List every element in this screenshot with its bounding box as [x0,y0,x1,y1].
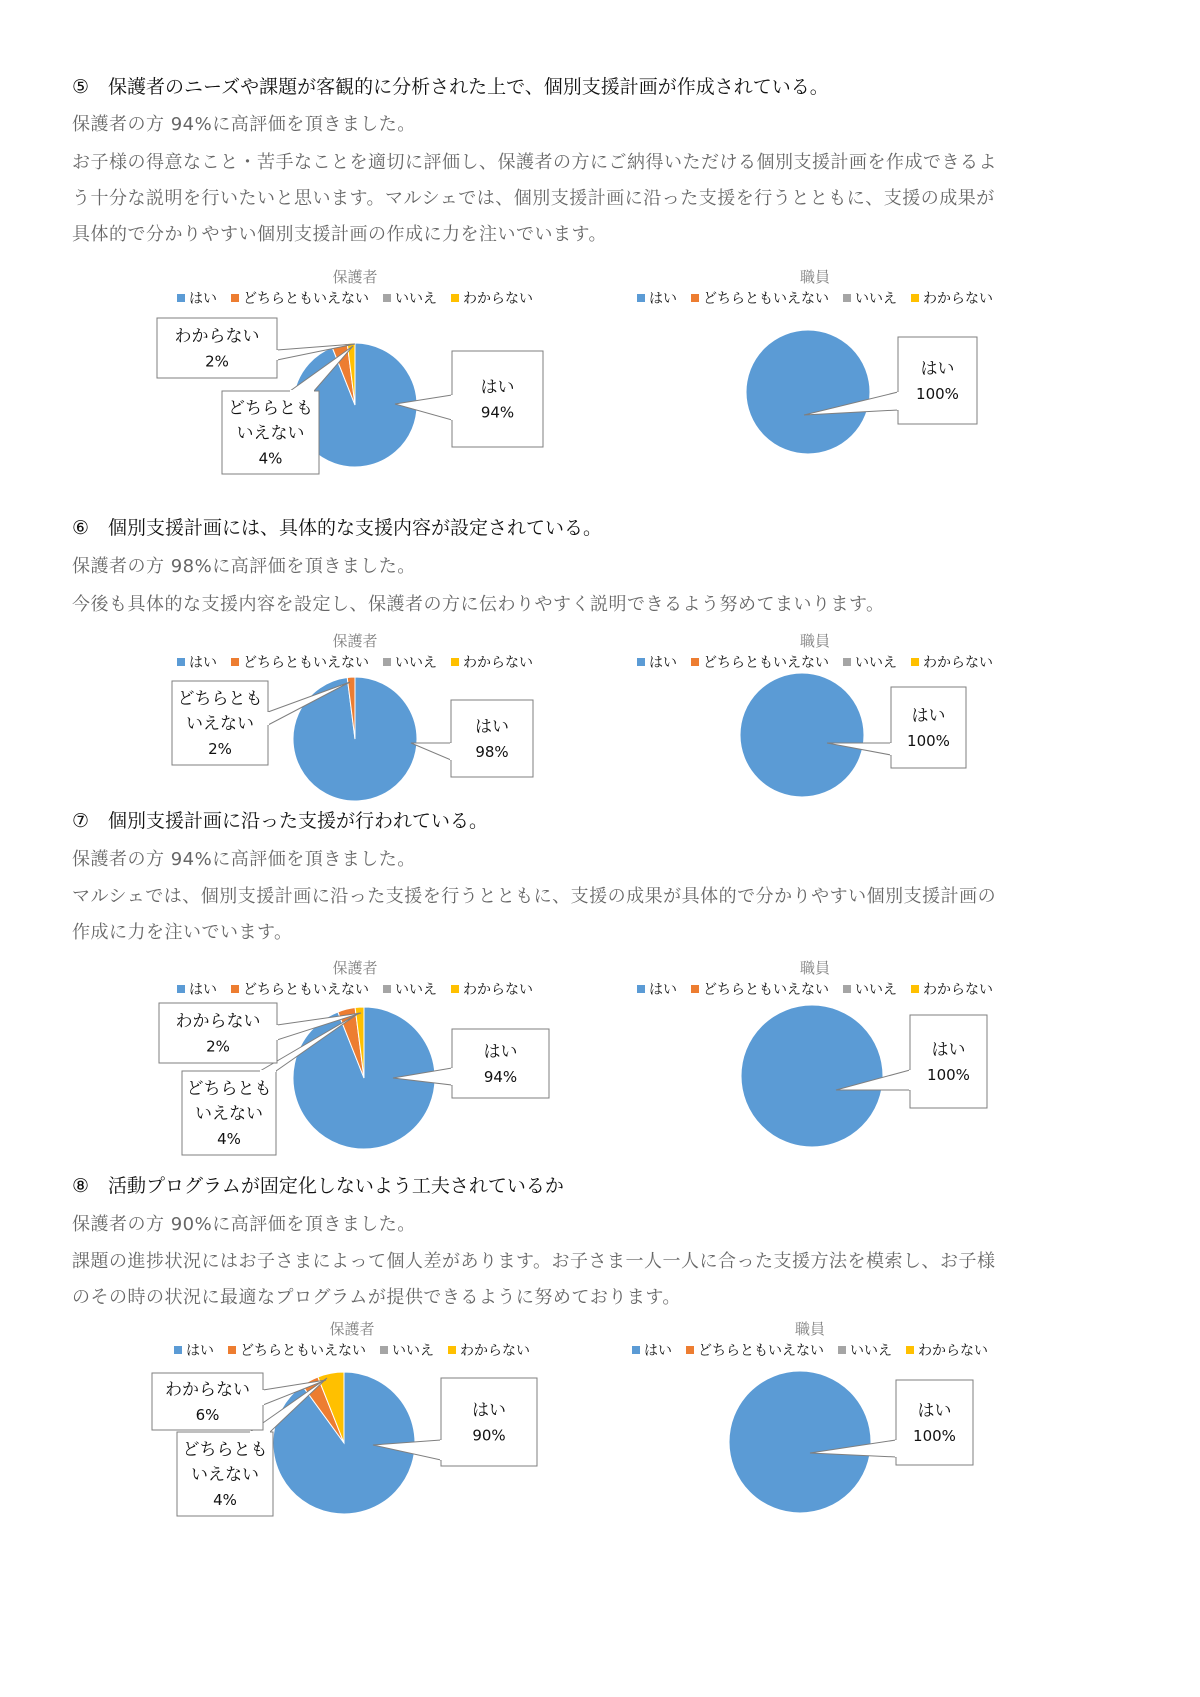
legend-label: わからない [463,291,533,307]
legend-label: どちらともいえない [243,655,369,671]
callout-pointer [411,743,451,760]
section-body-text: マルシェでは、個別支援計画に沿った支援を行うとともに、支援の成果が具体的で分かりやすい個別支援計画の [72,886,997,907]
section-body-text: 課題の進捗状況にはお子さまによって個人差があります。お子さま一人一人に合った支援方法を模索し、お子様 [72,1251,996,1272]
legend-label: はい [649,655,677,671]
legend-label: どちらともいえない [698,1343,824,1359]
callout-percentage: 4% [213,1491,237,1509]
callout-label: どちらとも [182,1440,268,1460]
legend-label: はい [186,1343,214,1359]
section-body-text: 具体的で分かりやすい個別支援計画の作成に力を注いでいます。 [72,224,608,245]
pie-slice-yes [746,330,870,454]
section-title: ⑧ 活動プログラムが固定化しないよう工夫されているか [72,1175,564,1197]
legend-label: はい [189,291,217,307]
callout-box [896,1380,973,1465]
legend-label: わからない [918,1343,988,1359]
section-body-text: う十分な説明を行いたいと思います。マルシェでは、個別支援計画に沿った支援を行うとともに、支援の成果が [72,188,995,209]
callout-label: はい [472,1400,506,1421]
callout-box [891,687,966,768]
callout-label: いえない [195,1104,263,1124]
section-title: ⑦ 個別支援計画に沿った支援が行われている。 [72,810,489,832]
section-rating-summary: 保護者の方 94%に高評価を頂きました。 [72,849,416,870]
legend-label: どちらともいえない [243,291,369,307]
section-body-text: 今後も具体的な支援内容を設定し、保護者の方に伝わりやすく説明できるよう努めてまいります。 [72,594,885,615]
callout-box [452,1029,549,1098]
chart-title: 職員 [794,1320,825,1338]
section-body-text: のその時の状況に最適なプログラムが提供できるように努めております。 [72,1287,681,1308]
callout-percentage: 94% [483,1068,518,1086]
legend-label: わからない [463,982,533,998]
legend-label: わからない [923,655,993,671]
callout-label: いえない [191,1465,259,1485]
callout-label: いえない [186,714,254,734]
callout-percentage: 100% [913,1427,956,1445]
pie-slice-yes [740,673,864,797]
legend-label: いいえ [395,291,437,307]
callout-percentage: 2% [208,740,232,758]
chart-title: 保護者 [332,959,378,977]
legend-label: わからない [460,1343,530,1359]
legend-label: いいえ [855,655,897,671]
section-rating-summary: 保護者の方 90%に高評価を頂きました。 [72,1214,416,1235]
callout-label: わからない [175,1011,261,1032]
pie [746,330,870,454]
section-title: ⑥ 個別支援計画には、具体的な支援内容が設定されている。 [72,517,603,539]
legend-label: いいえ [850,1343,892,1359]
callout-box [910,1015,987,1108]
callout-label: どちらとも [177,689,263,709]
callout-label: はい [920,359,955,379]
pie-slice-yes [729,1371,871,1513]
section-body-text: 作成に力を注いでいます。 [72,922,293,943]
legend-label: どちらともいえない [703,655,829,671]
legend-label: いいえ [395,982,437,998]
legend-label: どちらともいえない [703,982,829,998]
legend-label: はい [649,291,677,307]
chart-title: 保護者 [332,268,378,286]
callout-box [898,337,977,424]
callout-percentage: 100% [907,732,950,750]
callout-label: はい [931,1040,966,1060]
callout-percentage: 100% [927,1066,970,1084]
pie [741,1005,883,1147]
callout-percentage: 4% [217,1130,241,1148]
callout-percentage: 90% [472,1426,506,1445]
callout-percentage: 2% [206,1037,230,1056]
legend-label: わからない [463,655,533,671]
section-body-text: お子様の得意なこと・苦手なことを適切に評価し、保護者の方にご納得いただける個別支援計画を作成できるよ [72,152,997,173]
legend-label: どちらともいえない [243,982,369,998]
section-title: ⑤ 保護者のニーズや課題が客観的に分析された上で、個別支援計画が作成されている。 [72,76,829,98]
legend-label: いいえ [855,291,897,307]
legend-label: わからない [923,982,993,998]
pie [740,673,864,797]
legend-label: はい [649,982,677,998]
pie [729,1371,871,1513]
data-label-callout [411,700,533,777]
legend-label: いいえ [392,1343,434,1359]
chart-title: 職員 [799,959,830,977]
pie-slice-yes [741,1005,883,1147]
legend-label: わからない [923,291,993,307]
callout-percentage: 6% [195,1406,220,1424]
callout-label: はい [917,1401,952,1421]
callout-percentage: 98% [475,743,509,761]
callout-percentage: 94% [480,403,515,422]
callout-percentage: 4% [258,449,283,468]
section-rating-summary: 保護者の方 94%に高評価を頂きました。 [72,114,416,135]
callout-box [441,1378,537,1466]
callout-label: どちらとも [186,1079,272,1099]
legend-label: はい [644,1343,672,1359]
callout-label: いえない [236,423,305,444]
callout-label: はい [911,706,946,726]
callout-label: わからない [165,1380,250,1400]
legend-label: はい [189,982,217,998]
callout-label: どちらとも [228,398,313,419]
chart-title: 職員 [799,632,830,650]
legend-label: いいえ [395,655,437,671]
chart-title: 保護者 [329,1320,375,1338]
callout-label: はい [480,377,515,398]
legend-label: はい [189,655,217,671]
legend-label: いいえ [855,982,897,998]
callout-label: はい [483,1042,518,1062]
callout-percentage: 100% [916,385,959,403]
callout-percentage: 2% [205,352,229,371]
legend-label: どちらともいえない [703,291,829,307]
callout-label: わからない [174,326,260,347]
callout-label: はい [475,717,509,737]
chart-title: 保護者 [332,632,378,650]
chart-title: 職員 [799,268,830,286]
legend-label: どちらともいえない [240,1343,366,1359]
section-rating-summary: 保護者の方 98%に高評価を頂きました。 [72,556,416,577]
callout-box [452,351,543,447]
callout-box [451,700,533,777]
